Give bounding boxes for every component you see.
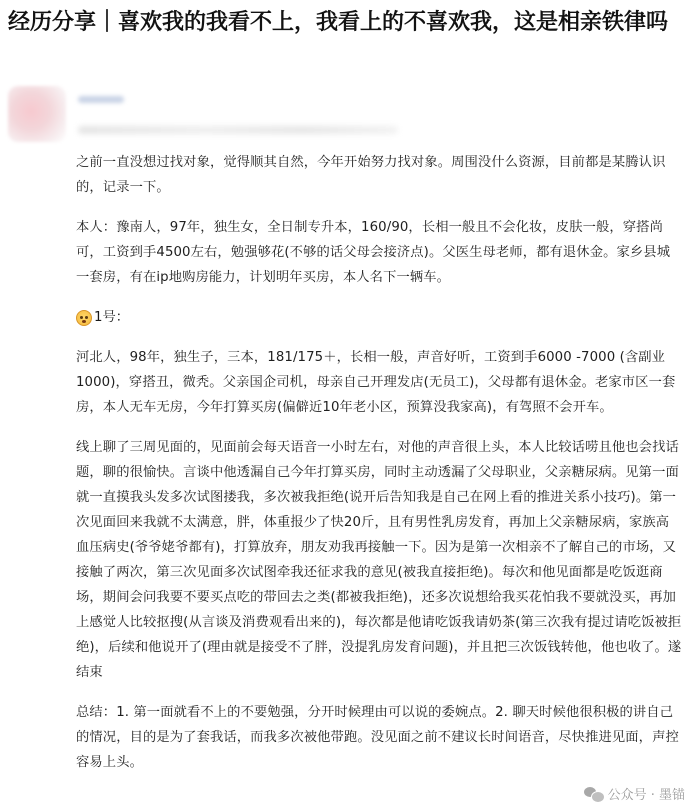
author-name-blurred[interactable] [78,96,124,103]
paragraph-summary: 总结：1. 第一面就看不上的不要勉强，分开时候理由可以说的委婉点。2. 聊天时候他很积极的讲自己的情况，目的是为了套我话，而我多次被他带跑。没见面之前不建议长时间语音，尽快推进见面，声控容易上头。 [76,705,679,770]
flushed-face-icon [76,310,92,326]
article-title: 经历分享｜喜欢我的我看不上，我看上的不喜欢我，这是相亲铁律吗 [8,10,669,35]
author-info [8,86,408,146]
paragraph-story: 线上聊了三周见面的，见面前会每天语音一小时左右，对他的声音很上头，本人比较话唠且他也会找话题，聊的很愉快。言谈中他透漏自己今年打算买房，同时主动透漏了父母职业，父亲糖尿病。见第一面就一直摸我头发多次试图搂我，多次被我拒绝(说开后告知我是自己在网上看的推进关系小技巧)。第一次见面回来我就不太满意，胖，体重报少了快20斤，且有男性乳房发育，再加上父亲糖尿病，家族高血压病史(爷爷姥爷都有)，打算放弃，朋友劝我再接触一下。因为是第一次相亲不了解自己的市场，又接触了两次，第三次见面多次试图牵我还征求我的意见(被我直接拒绝)。每次和他见面都是吃饭逛商场，期间会问我要不要买点吃的带回去之类(都被我拒绝)，还多次说想给我买花怕我不要就没买，再加上感觉人比较抠搜(从言谈及消费观看出来的)，每次都是他请吃饭我请奶茶(第三次我有提过请吃饭被拒绝)，后续和他说开了(理由就是接受不了胖，没提乳房发育问题)，并且把三次饭钱转他，他也收了。遂结束 [76,440,682,680]
section-heading-one [76,305,682,330]
paragraph-intro: 之前一直没想过找对象，觉得顺其自然，今年开始努力找对象。周围没什么资源，目前都是某腾认识的，记录一下。 [76,155,666,195]
author-meta-blurred [78,126,398,134]
watermark-text: 公众号 · 墨锚 [607,788,685,803]
watermark [584,784,685,803]
paragraph-self-intro: 本人：豫南人，97年，独生女，全日制专升本，160/90，长相一般且不会化妆，皮肤一般，穿搭尚可，工资到手4500左右，勉强够花(不够的话父母会接济点)。父医生母老师，都有退休金。家乡县城一套房，有在ip地购房能力，计划明年买房，本人名下一辆车。 [76,220,671,285]
paragraph-profile-one: 河北人，98年，独生子，三本，181/175＋，长相一般，声音好听，工资到手6000 -7000 (含副业1000)，穿搭丑，微秃。父亲国企司机，母亲自己开理发店(无员工)，父母都有退休金。老家市区一套房，本人无车无房，今年打算买房(偏僻近10年老小区，预算没我家高)，有驾照不会开车。 [76,350,676,415]
section-heading-label: 1号： [94,310,130,325]
article-body [76,150,682,790]
wechat-icon [584,786,604,802]
avatar[interactable] [8,86,66,142]
